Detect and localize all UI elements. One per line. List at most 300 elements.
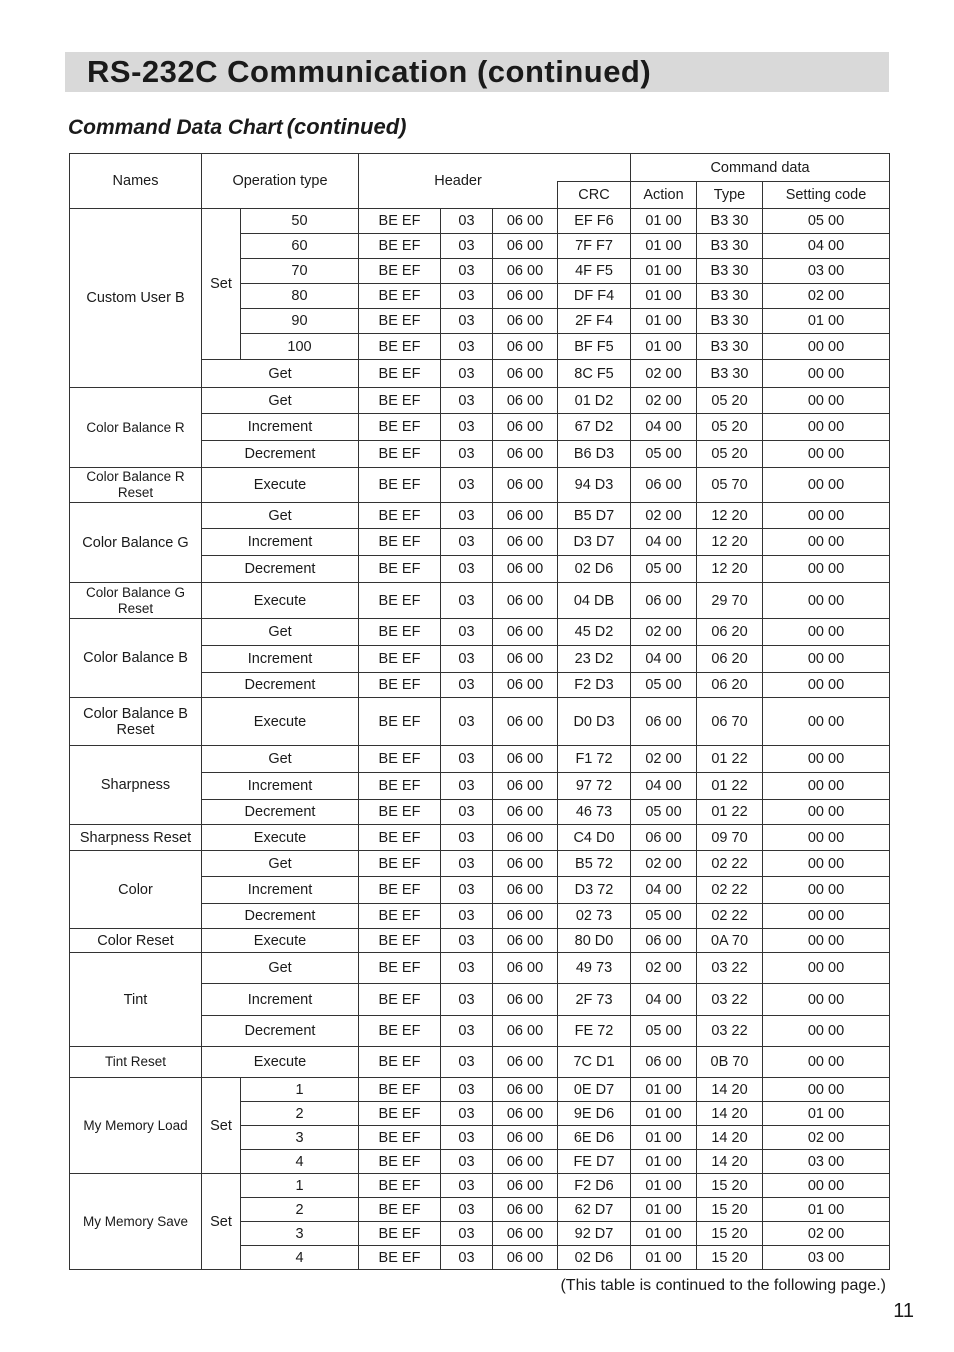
cell-action: 06 00 [631,698,697,746]
cell-h3: 06 00 [493,468,558,503]
cell-crc: 92 D7 [558,1222,631,1246]
cell-h1: BE EF [359,1198,441,1222]
cell-h2: 03 [441,825,493,851]
operation-cell: 3 [241,1126,359,1150]
operation-cell: 90 [241,309,359,334]
row-group-name: Tint [70,953,202,1047]
cell-type: 06 20 [697,619,763,646]
cell-crc: 23 D2 [558,646,631,673]
cell-type: 02 22 [697,851,763,877]
cell-h3: 06 00 [493,877,558,904]
cell-h3: 06 00 [493,284,558,309]
operation-cell: Get [202,746,359,773]
cell-h2: 03 [441,414,493,441]
cell-code: 00 00 [763,825,890,851]
cell-action: 01 00 [631,1174,697,1198]
operation-cell: Increment [202,773,359,800]
header-setting-code: Setting code [763,182,890,209]
cell-h1: BE EF [359,904,441,929]
cell-action: 01 00 [631,284,697,309]
cell-code: 00 00 [763,1174,890,1198]
cell-action: 04 00 [631,414,697,441]
cell-h2: 03 [441,619,493,646]
table-row [70,746,890,773]
cell-code: 01 00 [763,309,890,334]
cell-code: 00 00 [763,851,890,877]
cell-h3: 06 00 [493,673,558,698]
operation-cell: Get [202,360,359,388]
header-header: Header [359,154,558,209]
cell-code: 03 00 [763,259,890,284]
operation-cell: 100 [241,334,359,360]
cell-h3: 06 00 [493,556,558,583]
cell-type: 0A 70 [697,929,763,953]
operation-cell: Get [202,388,359,414]
cell-type: 06 20 [697,646,763,673]
cell-crc: F2 D6 [558,1174,631,1198]
table-row [70,851,890,877]
cell-h2: 03 [441,360,493,388]
cell-h3: 06 00 [493,904,558,929]
table-row [70,1047,890,1078]
cell-h2: 03 [441,1078,493,1102]
cell-action: 05 00 [631,1016,697,1047]
table-row [70,1174,890,1198]
cell-h2: 03 [441,529,493,556]
cell-crc: 7F F7 [558,234,631,259]
cell-code: 02 00 [763,284,890,309]
cell-crc: 67 D2 [558,414,631,441]
cell-action: 05 00 [631,904,697,929]
cell-type: 05 20 [697,441,763,468]
cell-crc: 4F F5 [558,259,631,284]
cell-type: 03 22 [697,953,763,984]
cell-h2: 03 [441,673,493,698]
cell-h1: BE EF [359,800,441,825]
header-action: Action [631,182,697,209]
cell-type: 15 20 [697,1222,763,1246]
cell-code: 00 00 [763,556,890,583]
cell-h2: 03 [441,556,493,583]
cell-h3: 06 00 [493,259,558,284]
operation-cell: Increment [202,984,359,1016]
cell-h2: 03 [441,309,493,334]
cell-h1: BE EF [359,619,441,646]
cell-code: 00 00 [763,583,890,619]
cell-h3: 06 00 [493,646,558,673]
cell-action: 01 00 [631,1150,697,1174]
cell-h3: 06 00 [493,1246,558,1270]
cell-h2: 03 [441,334,493,360]
cell-code: 03 00 [763,1246,890,1270]
row-group-name: Sharpness Reset [70,825,202,851]
row-group-name: Color Reset [70,929,202,953]
cell-h3: 06 00 [493,746,558,773]
cell-h1: BE EF [359,646,441,673]
cell-crc: 02 73 [558,904,631,929]
cell-h1: BE EF [359,673,441,698]
cell-code: 00 00 [763,468,890,503]
table-row [70,698,890,746]
table-row [70,468,890,503]
cell-h1: BE EF [359,259,441,284]
operation-cell: 70 [241,259,359,284]
cell-type: 14 20 [697,1126,763,1150]
cell-h1: BE EF [359,1174,441,1198]
cell-h1: BE EF [359,441,441,468]
cell-action: 02 00 [631,503,697,529]
cell-h3: 06 00 [493,441,558,468]
operation-cell: Decrement [202,441,359,468]
cell-type: 14 20 [697,1102,763,1126]
cell-h3: 06 00 [493,1078,558,1102]
cell-h2: 03 [441,1047,493,1078]
cell-h1: BE EF [359,284,441,309]
cell-h1: BE EF [359,851,441,877]
operation-cell: Decrement [202,1016,359,1047]
cell-code: 00 00 [763,1078,890,1102]
cell-h1: BE EF [359,468,441,503]
cell-action: 06 00 [631,1047,697,1078]
cell-type: B3 30 [697,259,763,284]
cell-action: 04 00 [631,529,697,556]
cell-crc: DF F4 [558,284,631,309]
subtitle-main: Command Data Chart [68,116,283,139]
operation-cell: Get [202,619,359,646]
cell-code: 02 00 [763,1126,890,1150]
cell-h1: BE EF [359,1047,441,1078]
operation-cell: Increment [202,646,359,673]
cell-type: 02 22 [697,877,763,904]
row-group-name: Color [70,851,202,929]
cell-h3: 06 00 [493,234,558,259]
cell-crc: D3 D7 [558,529,631,556]
cell-h3: 06 00 [493,414,558,441]
cell-h3: 06 00 [493,1126,558,1150]
cell-code: 00 00 [763,414,890,441]
cell-action: 01 00 [631,1078,697,1102]
operation-cell: 60 [241,234,359,259]
cell-action: 05 00 [631,800,697,825]
cell-action: 01 00 [631,1198,697,1222]
page-number: 11 [893,1300,914,1322]
cell-crc: B6 D3 [558,441,631,468]
cell-code: 00 00 [763,877,890,904]
cell-action: 05 00 [631,441,697,468]
cell-h1: BE EF [359,583,441,619]
set-label: Set [202,1174,241,1270]
cell-h2: 03 [441,284,493,309]
cell-h1: BE EF [359,556,441,583]
cell-h2: 03 [441,851,493,877]
cell-type: 12 20 [697,556,763,583]
cell-h3: 06 00 [493,1222,558,1246]
cell-h1: BE EF [359,209,441,234]
cell-type: 29 70 [697,583,763,619]
cell-h1: BE EF [359,984,441,1016]
cell-code: 00 00 [763,746,890,773]
cell-crc: D3 72 [558,877,631,904]
operation-cell: Decrement [202,673,359,698]
cell-h2: 03 [441,953,493,984]
cell-h2: 03 [441,877,493,904]
cell-h3: 06 00 [493,698,558,746]
cell-action: 01 00 [631,334,697,360]
cell-action: 02 00 [631,388,697,414]
cell-h3: 06 00 [493,1198,558,1222]
cell-action: 01 00 [631,234,697,259]
cell-type: 01 22 [697,746,763,773]
cell-type: B3 30 [697,234,763,259]
operation-cell: 50 [241,209,359,234]
cell-h3: 06 00 [493,334,558,360]
cell-action: 06 00 [631,929,697,953]
cell-crc: 7C D1 [558,1047,631,1078]
cell-type: 0B 70 [697,1047,763,1078]
row-group-name: Color Balance R [70,388,202,468]
operation-cell: Execute [202,583,359,619]
cell-h3: 06 00 [493,583,558,619]
row-group-name: Sharpness [70,746,202,825]
cell-h2: 03 [441,209,493,234]
cell-h3: 06 00 [493,209,558,234]
cell-type: 03 22 [697,984,763,1016]
cell-h2: 03 [441,1174,493,1198]
cell-type: 03 22 [697,1016,763,1047]
cell-crc: 0E D7 [558,1078,631,1102]
cell-code: 01 00 [763,1198,890,1222]
cell-action: 02 00 [631,953,697,984]
cell-h2: 03 [441,388,493,414]
operation-cell: 1 [241,1078,359,1102]
cell-h1: BE EF [359,698,441,746]
table-row [70,953,890,984]
cell-code: 01 00 [763,1102,890,1126]
cell-h2: 03 [441,904,493,929]
cell-code: 00 00 [763,503,890,529]
table-row [70,825,890,851]
cell-h2: 03 [441,583,493,619]
table-row [70,503,890,529]
operation-cell: Get [202,851,359,877]
set-label: Set [202,1078,241,1174]
cell-crc: 02 D6 [558,556,631,583]
cell-code: 00 00 [763,334,890,360]
header-crc: CRC [558,182,631,209]
operation-cell: 2 [241,1102,359,1126]
cell-h2: 03 [441,503,493,529]
cell-crc: 2F F4 [558,309,631,334]
cell-crc: 80 D0 [558,929,631,953]
cell-h2: 03 [441,746,493,773]
cell-crc: FE 72 [558,1016,631,1047]
cell-h1: BE EF [359,360,441,388]
cell-crc: B5 D7 [558,503,631,529]
table-row [70,388,890,414]
row-group-name: Color Balance B Reset [70,698,202,746]
cell-h3: 06 00 [493,1102,558,1126]
cell-crc: EF F6 [558,209,631,234]
cell-h3: 06 00 [493,929,558,953]
cell-type: B3 30 [697,334,763,360]
operation-cell: 3 [241,1222,359,1246]
cell-h2: 03 [441,800,493,825]
operation-cell: Execute [202,1047,359,1078]
cell-h2: 03 [441,984,493,1016]
header-type: Type [697,182,763,209]
cell-h3: 06 00 [493,309,558,334]
cell-h1: BE EF [359,234,441,259]
cell-crc: F2 D3 [558,673,631,698]
cell-code: 00 00 [763,800,890,825]
operation-cell: Execute [202,468,359,503]
table-row [70,209,890,234]
command-data-table [69,153,890,1270]
cell-crc: 9E D6 [558,1102,631,1126]
cell-action: 02 00 [631,360,697,388]
cell-h3: 06 00 [493,1047,558,1078]
cell-action: 06 00 [631,825,697,851]
operation-cell: Decrement [202,800,359,825]
cell-h1: BE EF [359,309,441,334]
cell-h2: 03 [441,468,493,503]
cell-action: 01 00 [631,309,697,334]
cell-type: 02 22 [697,904,763,929]
cell-code: 03 00 [763,1150,890,1174]
cell-h3: 06 00 [493,529,558,556]
cell-h3: 06 00 [493,773,558,800]
cell-type: B3 30 [697,209,763,234]
cell-type: 01 22 [697,800,763,825]
operation-cell: Get [202,503,359,529]
cell-action: 01 00 [631,1246,697,1270]
cell-type: 15 20 [697,1174,763,1198]
cell-action: 01 00 [631,259,697,284]
row-group-name: My Memory Load [70,1078,202,1174]
cell-code: 00 00 [763,646,890,673]
set-label: Set [202,209,241,360]
cell-h1: BE EF [359,877,441,904]
cell-h1: BE EF [359,1102,441,1126]
cell-h1: BE EF [359,414,441,441]
cell-code: 00 00 [763,953,890,984]
operation-cell: Execute [202,698,359,746]
cell-type: 14 20 [697,1078,763,1102]
cell-h1: BE EF [359,1078,441,1102]
header-operation-type: Operation type [202,154,359,209]
cell-action: 04 00 [631,646,697,673]
operation-cell: 4 [241,1246,359,1270]
table-row [70,619,890,646]
cell-type: 05 70 [697,468,763,503]
cell-type: B3 30 [697,284,763,309]
cell-h3: 06 00 [493,851,558,877]
cell-action: 02 00 [631,619,697,646]
cell-h3: 06 00 [493,800,558,825]
cell-crc: 97 72 [558,773,631,800]
operation-cell: Increment [202,414,359,441]
cell-h2: 03 [441,1016,493,1047]
cell-code: 00 00 [763,360,890,388]
header-crc-spacer [558,154,631,182]
cell-crc: 94 D3 [558,468,631,503]
cell-h2: 03 [441,259,493,284]
header-names: Names [70,154,202,209]
cell-h3: 06 00 [493,825,558,851]
operation-cell: 1 [241,1174,359,1198]
cell-code: 02 00 [763,1222,890,1246]
cell-crc: 02 D6 [558,1246,631,1270]
cell-crc: 6E D6 [558,1126,631,1150]
table-row [70,929,890,953]
operation-cell: Execute [202,929,359,953]
cell-code: 00 00 [763,1047,890,1078]
cell-crc: 2F 73 [558,984,631,1016]
cell-action: 01 00 [631,1222,697,1246]
cell-h3: 06 00 [493,984,558,1016]
cell-h1: BE EF [359,929,441,953]
cell-h1: BE EF [359,334,441,360]
cell-code: 00 00 [763,619,890,646]
cell-type: 05 20 [697,388,763,414]
operation-cell: Decrement [202,904,359,929]
cell-type: 12 20 [697,503,763,529]
cell-crc: 45 D2 [558,619,631,646]
cell-h1: BE EF [359,1126,441,1150]
cell-h1: BE EF [359,746,441,773]
cell-action: 06 00 [631,583,697,619]
cell-h1: BE EF [359,1222,441,1246]
cell-action: 01 00 [631,1102,697,1126]
cell-crc: 46 73 [558,800,631,825]
operation-cell: 80 [241,284,359,309]
cell-h2: 03 [441,234,493,259]
cell-h2: 03 [441,1126,493,1150]
cell-crc: 62 D7 [558,1198,631,1222]
operation-cell: 4 [241,1150,359,1174]
cell-h3: 06 00 [493,388,558,414]
cell-code: 00 00 [763,441,890,468]
operation-cell: Increment [202,529,359,556]
cell-crc: F1 72 [558,746,631,773]
cell-crc: 04 DB [558,583,631,619]
row-group-name: Color Balance R Reset [70,468,202,503]
cell-h2: 03 [441,1222,493,1246]
cell-h2: 03 [441,441,493,468]
table-row [70,1078,890,1102]
cell-h3: 06 00 [493,1016,558,1047]
cell-action: 06 00 [631,468,697,503]
operation-cell: Execute [202,825,359,851]
cell-h1: BE EF [359,1150,441,1174]
cell-action: 04 00 [631,984,697,1016]
cell-h2: 03 [441,1150,493,1174]
row-group-name: Custom User B [70,209,202,388]
cell-code: 00 00 [763,929,890,953]
cell-h2: 03 [441,646,493,673]
cell-h2: 03 [441,1246,493,1270]
cell-crc: B5 72 [558,851,631,877]
cell-type: 01 22 [697,773,763,800]
cell-action: 02 00 [631,851,697,877]
cell-type: 15 20 [697,1246,763,1270]
cell-h2: 03 [441,1102,493,1126]
cell-type: 12 20 [697,529,763,556]
row-group-name: My Memory Save [70,1174,202,1270]
cell-crc: 01 D2 [558,388,631,414]
cell-code: 00 00 [763,698,890,746]
operation-cell: Decrement [202,556,359,583]
